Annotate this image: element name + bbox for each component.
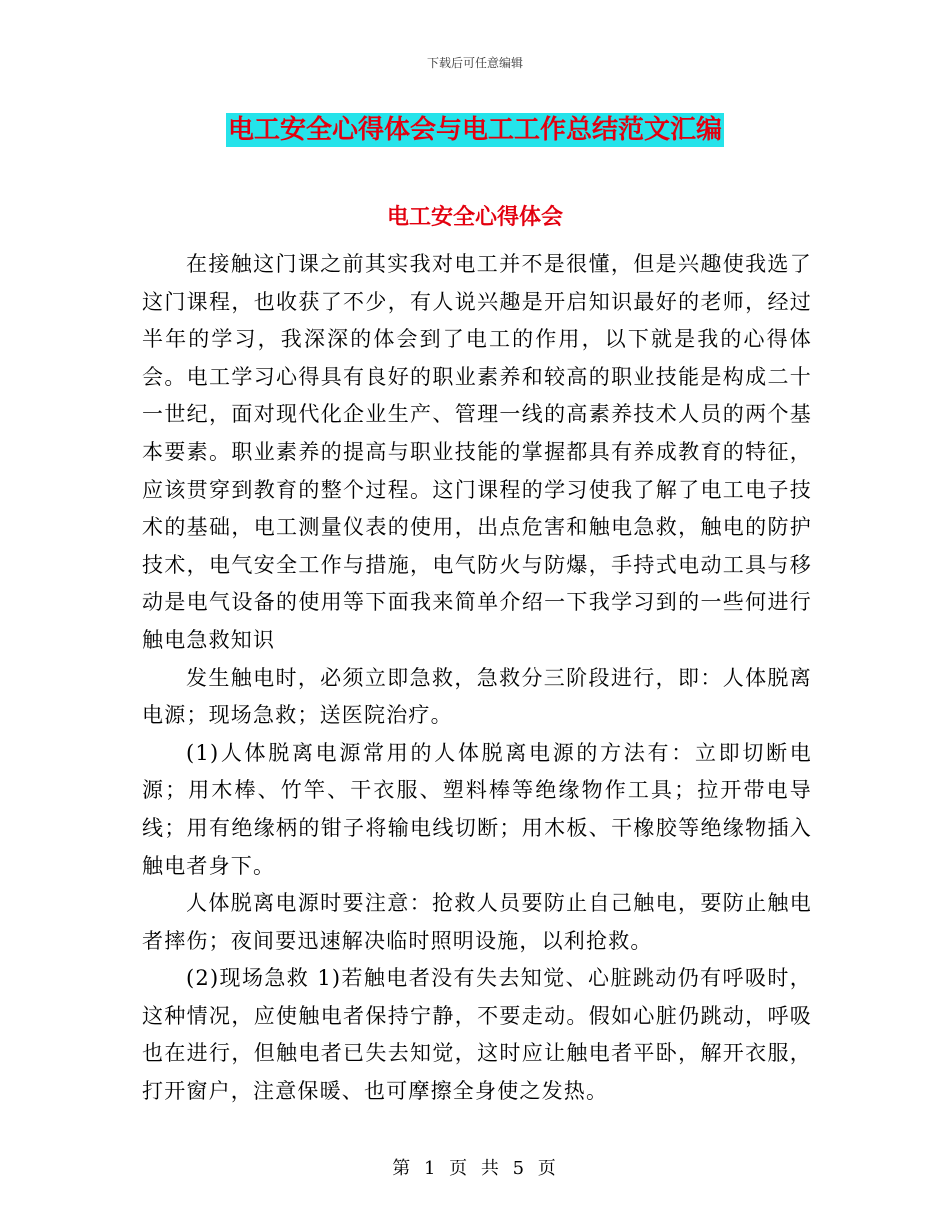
paragraph: 在接触这门课之前其实我对电工并不是很懂，但是兴趣使我选了这门课程，也收获了不少，有人说兴趣是开启知识最好的老师，经过半年的学习，我深深的体会到了电工的作用，以下就是我的心得体会。电工学习心得具有良好的职业素养和较高的职业技能是构成二十一世纪，面对现代化企业生产、管理一线的高素养技术人员的两个基本要素。职业素养的提高与职业技能的掌握都具有养成教育的特征，应该贯穿到教育的整个过程。这门课程的学习使我了解了电工电子技术的基础，电工测量仪表的使用，出点危害和触电急救，触电的防护技术，电气安全工作与措施，电气防火与防爆，手持式电动工具与移动是电气设备的使用等下面我来简单介绍一下我学习到的一些何进行触电急救知识 [142,252,812,652]
paragraph: (1)人体脱离电源常用的人体脱离电源的方法有：立即切断电源；用木棒、竹竿、干衣服、塑料棒等绝缘物作工具；拉开带电导线；用有绝缘柄的钳子将输电线切断；用木板、干橡胶等绝缘物插入触电者身下。 [142,740,812,878]
section-title: 电工安全心得体会 [386,205,563,230]
paragraph: 人体脱离电源时要注意：抢救人员要防止自己触电，要防止触电者摔伤；夜间要迅速解决临时照明设施，以利抢救。 [142,891,812,953]
paragraph: (2)现场急救 1)若触电者没有失去知觉、心脏跳动仍有呼吸时，这种情况，应使触电者保持宁静，不要走动。假如心脏仍跳动，呼吸也在进行，但触电者已失去知觉，这时应让触电者平卧，解开衣服，打开窗户，注意保暖、也可摩擦全身使之发热。 [142,966,812,1104]
paragraph: 发生触电时，必须立即急救，急救分三阶段进行，即：人体脱离电源；现场急救；送医院治疗。 [142,665,812,728]
document-title: 电工安全心得体会与电工工作总结范文汇编 [227,115,722,145]
page-header-note: 下载后可任意编辑 [426,56,523,70]
document-body [142,246,812,1111]
page-number: 第 1 页 共 5 页 [392,1158,558,1179]
document-title-wrap [0,113,950,147]
